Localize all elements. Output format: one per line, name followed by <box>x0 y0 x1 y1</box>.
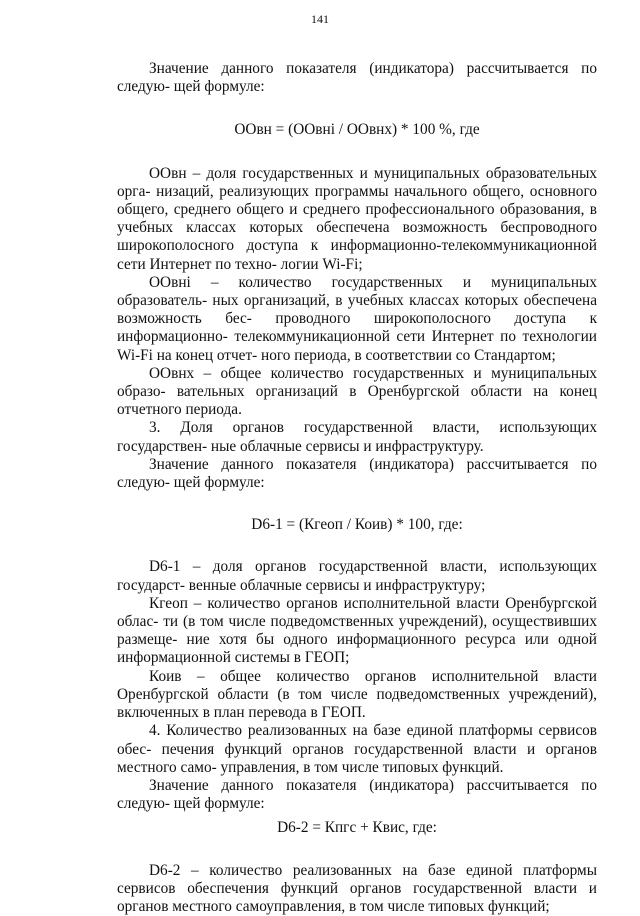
definition-oovni: ООвнi – количество государственных и муниципальных образователь- ных организаций, в учебных классах которых обеспечена возможность бес- проводного широкополосного доступа к информационно- телекоммуникационной сети Интернет по технологии Wi-Fi на конец отчет- ного периода, в соответствии со Стандартом; <box>117 273 597 364</box>
definition-d6-1: D6-1 – доля органов государственной власти, использующих государст- венные облачные сервисы и инфраструктуру; <box>117 558 597 594</box>
definition-oovnh: ООвнх – общее количество государственных и муниципальных образо- вательных организаций в Оренбургской области на конец отчетного периода. <box>117 364 597 419</box>
definition-oovn: ООвн – доля государственных и муниципальных образовательных орга- низаций, реализующих программы начального общего, основного общего, среднего общего и среднего профессионального образования, в учебных классах которых обеспечена возможность беспроводного широкополосного доступа к информационно-телекоммуникационной сети Интернет по техно- логии Wi-Fi; <box>117 164 597 273</box>
formula-d6-2: D6-2 = Кпгс + Квис, где: <box>277 819 437 837</box>
page-body <box>117 60 597 916</box>
formula-intro-paragraph: Значение данного показателя (индикатора) рассчитывается по следую- щей формуле: <box>117 455 597 492</box>
definition-d6-2: D6-2 – количество реализованных на базе единой платформы сервисов обеспечения функций органов государственной власти и органов местного самоуправления, в том числе типовых функций; <box>117 861 597 915</box>
definition-koiv: Коив – общее количество органов исполнительной власти Оренбургской области (в том числе подведомственных учреждений), включенных в план перевода в ГЕОП. <box>117 667 597 722</box>
definition-kgeop: Кгеоп – количество органов исполнительной власти Оренбургской облас- ти (в том числе подведомственных учреждений), осуществивших размеще- ние хотя бы одного информационного ресурса или одной информационной системы в ГЕОП; <box>117 594 597 667</box>
formula-d6-1: D6-1 = (Кгеоп / Коив) * 100, где: <box>251 516 463 534</box>
indicator-3-heading: 3. Доля органов государственной власти, использующих государствен- ные облачные сервисы и инфраструктуру. <box>117 419 597 455</box>
formula-intro-paragraph: Значение данного показателя (индикатора) рассчитывается по следую- щей формуле: <box>117 60 597 96</box>
page-number: 141 <box>311 12 329 26</box>
formula-intro-paragraph: Значение данного показателя (индикатора) рассчитывается по следую- щей формуле: <box>117 776 597 813</box>
formula-oovn: ООвн = (ООвнi / ООвнх) * 100 %, где <box>234 121 480 139</box>
indicator-4-heading: 4. Количество реализованных на базе единой платформы сервисов обес- печения функций органов государственной власти и органов местного само- управления, в том числе типовых функций. <box>117 722 597 776</box>
